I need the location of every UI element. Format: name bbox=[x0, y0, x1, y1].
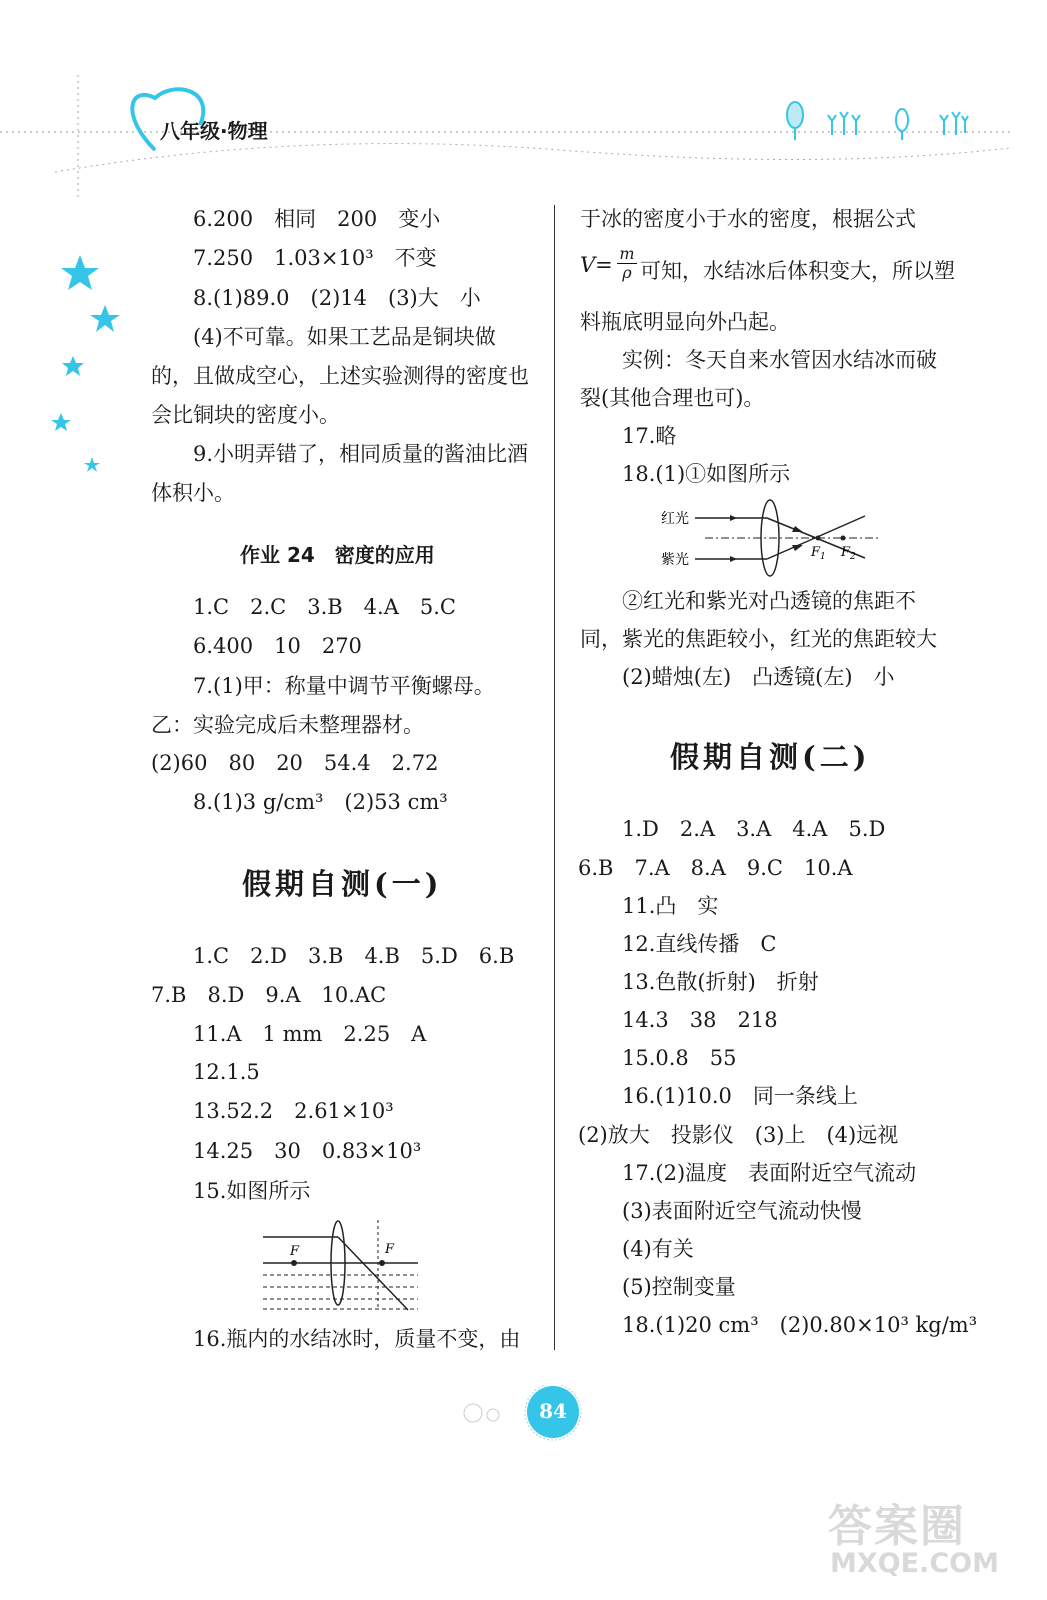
answer-line: (2)蜡烛(左) 凸透镜(左) 小 bbox=[622, 665, 895, 689]
answer-line: 14.3 38 218 bbox=[622, 1008, 778, 1032]
answer-line: 于冰的密度小于水的密度，根据公式 bbox=[580, 207, 916, 231]
answer-line: (2)60 80 20 54.4 2.72 bbox=[151, 751, 439, 775]
answer-line: 18.(1)①如图所示 bbox=[622, 462, 791, 486]
star-icon bbox=[90, 305, 120, 332]
answer-line: 1.C 2.C 3.B 4.A 5.C bbox=[193, 595, 456, 619]
focus-label: F bbox=[385, 1242, 395, 1257]
answer-line: 9.小明弄错了，相同质量的酱油比酒 bbox=[193, 442, 529, 466]
answer-line: (4)有关 bbox=[622, 1237, 694, 1261]
svg-text:F1 bbox=[810, 545, 826, 562]
section-title: 作业 24 密度的应用 bbox=[240, 543, 435, 567]
column-divider bbox=[554, 205, 555, 1350]
formula-denominator: ρ bbox=[617, 263, 637, 282]
answer-line: 实例：冬天自来水管因水结冰而破 bbox=[622, 348, 937, 372]
answer-line: 7.250 1.03×10³ 不变 bbox=[193, 246, 437, 270]
answer-line: 13.色散(折射) 折射 bbox=[622, 970, 819, 994]
tulip-icons bbox=[787, 102, 968, 140]
formula-fraction bbox=[617, 245, 637, 282]
answer-line: 12.1.5 bbox=[193, 1060, 260, 1084]
answer-line: 8.(1)3 g/cm³ (2)53 cm³ bbox=[193, 790, 448, 814]
answer-line: 12.直线传播 C bbox=[622, 932, 777, 956]
answer-line: 17.(2)温度 表面附近空气流动 bbox=[622, 1161, 917, 1185]
answer-line: (3)表面附近空气流动快慢 bbox=[622, 1199, 862, 1223]
focus-subscript: 1 bbox=[820, 552, 826, 562]
test-title: 假期自测(一) bbox=[242, 867, 443, 901]
answer-line: 6.B 7.A 8.A 9.C 10.A bbox=[578, 856, 853, 880]
answer-line: ②红光和紫光对凸透镜的焦距不 bbox=[622, 589, 916, 613]
star-icon bbox=[61, 255, 99, 290]
star-icon bbox=[51, 413, 71, 431]
answer-line: (2)放大 投影仪 (3)上 (4)远视 bbox=[578, 1123, 899, 1147]
focus-label: F bbox=[811, 545, 821, 560]
answer-line: 14.25 30 0.83×10³ bbox=[193, 1139, 422, 1163]
answer-line: (4)不可靠。如果工艺品是铜块做 bbox=[193, 325, 496, 349]
answer-line: 1.D 2.A 3.A 4.A 5.D bbox=[622, 817, 886, 841]
refraction-diagram bbox=[258, 1215, 428, 1315]
answer-line: 13.52.2 2.61×10³ bbox=[193, 1099, 394, 1123]
purple-light-label: 紫光 bbox=[661, 552, 689, 568]
formula-lhs: V= bbox=[580, 253, 613, 277]
answer-line: 7.(1)甲：称量中调节平衡螺母。 bbox=[193, 674, 495, 698]
answer-line: 乙：实验完成后未整理器材。 bbox=[151, 713, 424, 737]
answer-line: 裂(其他合理也可)。 bbox=[580, 386, 765, 410]
answer-line: 同，紫光的焦距较小，红光的焦距较大 bbox=[580, 627, 937, 651]
answer-line: 1.C 2.D 3.B 4.B 5.D 6.B bbox=[193, 944, 515, 968]
star-icon bbox=[62, 356, 84, 376]
answer-line: 料瓶底明显向外凸起。 bbox=[580, 310, 790, 334]
watermark-logo: 答案圈 bbox=[828, 1501, 966, 1552]
answer-line: 会比铜块的密度小。 bbox=[151, 403, 340, 427]
answer-line: 6.200 相同 200 变小 bbox=[193, 207, 441, 231]
answer-line: 16.瓶内的水结冰时，质量不变，由 bbox=[193, 1327, 521, 1351]
lens-dispersion-diagram bbox=[655, 498, 885, 583]
answer-line: 11.凸 实 bbox=[622, 894, 719, 918]
header-decoration bbox=[0, 0, 1047, 200]
answer-line: 6.400 10 270 bbox=[193, 634, 362, 658]
answer-line: 11.A 1 mm 2.25 A bbox=[193, 1022, 427, 1046]
answer-line: (5)控制变量 bbox=[622, 1275, 736, 1299]
answer-line: 18.(1)20 cm³ (2)0.80×10³ kg/m³ bbox=[622, 1313, 978, 1337]
answer-line: 16.(1)10.0 同一条线上 bbox=[622, 1084, 858, 1108]
focus-subscript: 2 bbox=[850, 552, 856, 562]
answer-line: 可知，水结冰后体积变大，所以塑 bbox=[640, 259, 955, 283]
answer-line: 的，且做成空心，上述实验测得的密度也 bbox=[151, 364, 529, 388]
star-decorations bbox=[50, 250, 130, 480]
answer-line: 8.(1)89.0 (2)14 (3)大 小 bbox=[193, 286, 481, 310]
focus-label: F bbox=[290, 1244, 300, 1259]
svg-text:F2 bbox=[840, 545, 856, 562]
focus-label: F bbox=[841, 545, 851, 560]
red-light-label: 红光 bbox=[661, 511, 689, 527]
test-title: 假期自测(二) bbox=[670, 740, 871, 774]
answer-line: 15.0.8 55 bbox=[622, 1046, 737, 1070]
answer-line: 17.略 bbox=[622, 424, 677, 448]
page-header-title: 八年级·物理 bbox=[160, 119, 268, 143]
answer-line: 15.如图所示 bbox=[193, 1179, 311, 1203]
answer-line: 体积小。 bbox=[151, 481, 235, 505]
answer-line: 7.B 8.D 9.A 10.AC bbox=[151, 983, 387, 1007]
page-number: 84 bbox=[539, 1399, 567, 1423]
star-icon bbox=[84, 457, 100, 472]
formula-numerator: m bbox=[619, 244, 635, 263]
watermark-url: MXQE.COM bbox=[830, 1548, 999, 1579]
